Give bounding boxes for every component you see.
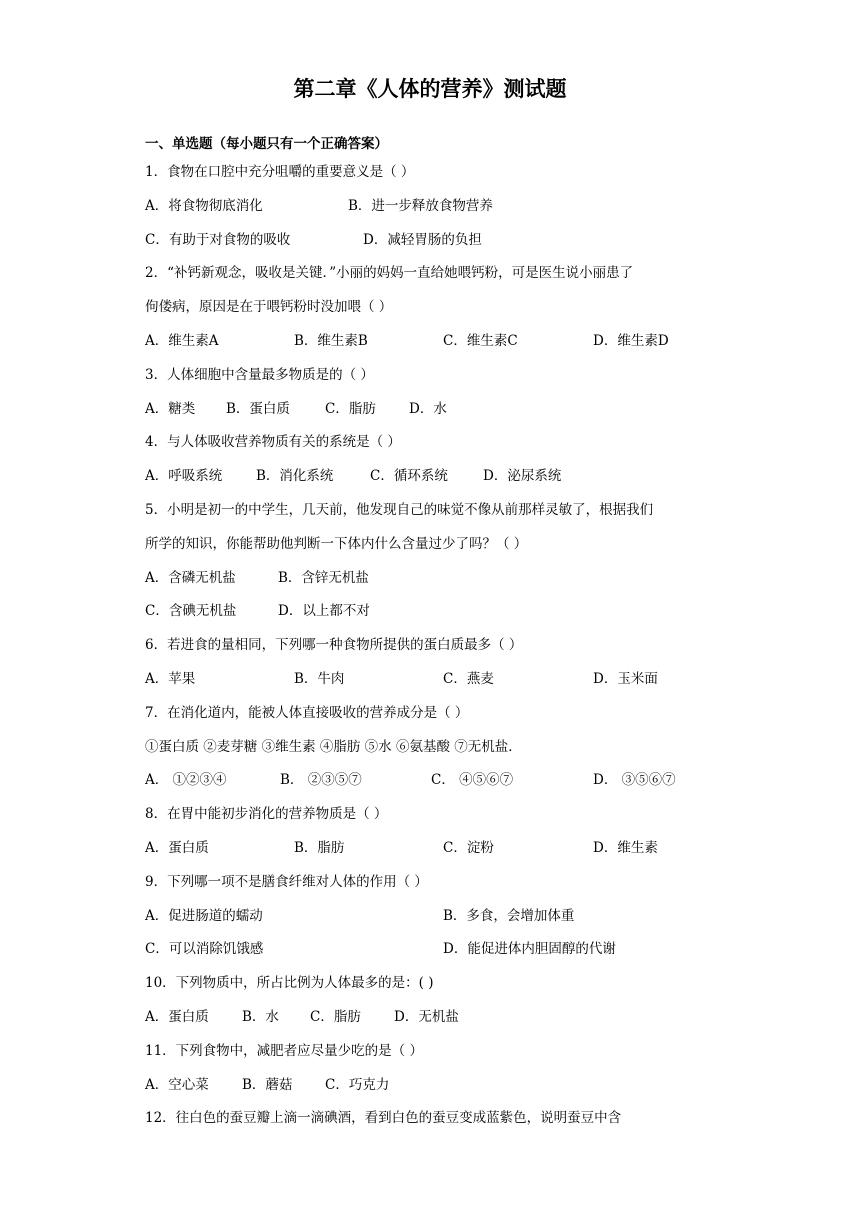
question-text: 12．往白色的蚕豆瓣上滴一滴碘酒，看到白色的蚕豆变成蓝紫色，说明蚕豆中含 <box>145 1110 622 1127</box>
question-text: 1．食物在口腔中充分咀嚼的重要意义是（ ） <box>145 164 415 180</box>
option-b: B．蘑菇 <box>242 1076 293 1093</box>
option-c: C．可以消除饥饿感 <box>145 941 264 958</box>
option-d: D．减轻胃肠的负担 <box>363 231 482 248</box>
option-c: C．有助于对食物的吸收 <box>145 231 291 248</box>
option-row <box>145 562 745 596</box>
question-4 <box>145 426 745 494</box>
option-row <box>145 900 745 934</box>
option-b: B．多食，会增加体重 <box>443 907 575 924</box>
option-a: A．苹果 <box>145 670 196 687</box>
option-d: D．玉米面 <box>593 670 658 687</box>
option-b: B．维生素B <box>294 332 368 349</box>
option-d: D．维生素D <box>593 332 669 349</box>
option-row <box>145 190 745 224</box>
option-row <box>145 325 745 359</box>
option-c: C．含碘无机盐 <box>145 603 237 620</box>
option-c: C．循环系统 <box>370 468 448 485</box>
option-c: C．巧克力 <box>325 1076 390 1093</box>
option-d: D．能促进体内胆固醇的代谢 <box>443 941 616 958</box>
question-text: 2．“补钙新观念，吸收是关键．”小丽的妈妈一直给她喂钙粉，可是医生说小丽患了 <box>145 265 634 282</box>
option-row <box>145 595 745 629</box>
question-text: 11．下列食物中，减肥者应尽量少吃的是（ ） <box>145 1042 423 1059</box>
question-list <box>145 132 745 1136</box>
question-text: 4．与人体吸收营养物质有关的系统是（ ） <box>145 434 401 451</box>
question-7 <box>145 697 745 798</box>
section-heading: 一、单选题（每小题只有一个正确答案） <box>145 136 388 152</box>
option-c: C．维生素C <box>443 332 518 349</box>
question-text: 所学的知识，你能帮助他判断一下体内什么含量过少了吗？（ ） <box>145 535 528 552</box>
question-text: 7．在消化道内，能被人体直接吸收的营养成分是（ ） <box>145 704 469 721</box>
option-a: A．糖类 <box>145 400 196 417</box>
question-12 <box>145 1102 745 1136</box>
page-title: 第二章《人体的营养》测试题 <box>293 77 567 101</box>
option-a: A．促进肠道的蠕动 <box>145 907 263 924</box>
question-3 <box>145 359 745 427</box>
option-a: A．蛋白质 <box>145 1008 209 1025</box>
option-row <box>145 933 745 967</box>
option-d: D．泌尿系统 <box>483 468 562 485</box>
option-c: C． ④⑤⑥⑦ <box>431 772 514 789</box>
question-5 <box>145 494 745 629</box>
option-row <box>145 1001 745 1035</box>
option-row <box>145 764 745 798</box>
option-row <box>145 460 745 494</box>
option-a: A．维生素A <box>145 332 219 349</box>
question-9 <box>145 866 745 967</box>
question-11 <box>145 1035 745 1103</box>
option-row <box>145 832 745 866</box>
question-text: ①蛋白质 ②麦芽糖 ③维生素 ④脂肪 ⑤水 ⑥氨基酸 ⑦无机盐． <box>145 738 522 755</box>
option-a: A． ①②③④ <box>145 772 227 789</box>
option-b: B．含锌无机盐 <box>278 569 369 586</box>
option-d: D．以上都不对 <box>278 603 370 620</box>
option-b: B． ②③⑤⑦ <box>280 772 362 789</box>
question-2 <box>145 257 745 358</box>
option-b: B．脂肪 <box>294 839 345 856</box>
option-c: C．燕麦 <box>443 670 494 687</box>
option-c: C．脂肪 <box>325 400 376 417</box>
question-8 <box>145 798 745 866</box>
option-b: B．消化系统 <box>256 468 334 485</box>
option-b: B．蛋白质 <box>226 400 290 417</box>
option-a: A．蛋白质 <box>145 839 209 856</box>
question-text: 8．在胃中能初步消化的营养物质是（ ） <box>145 806 388 823</box>
option-a: A．呼吸系统 <box>145 468 223 485</box>
option-a: A．空心菜 <box>145 1076 209 1093</box>
question-text: 6．若进食的量相同，下列哪一种食物所提供的蛋白质最多（ ） <box>145 637 523 654</box>
question-10 <box>145 967 745 1035</box>
question-1 <box>145 156 745 257</box>
option-c: C．脂肪 <box>310 1008 361 1025</box>
option-a: A．将食物彻底消化 <box>145 197 263 214</box>
question-text: 9．下列哪一项不是膳食纤维对人体的作用（ ） <box>145 873 428 890</box>
option-row <box>145 393 745 427</box>
question-text: 佝偻病，原因是在于喂钙粉时没加喂（ ） <box>145 299 393 316</box>
option-d: D．水 <box>409 400 447 417</box>
option-d: D．无机盐 <box>394 1008 459 1025</box>
option-d: D．维生素 <box>593 839 658 856</box>
option-d: D． ③⑤⑥⑦ <box>593 772 676 789</box>
option-row <box>145 224 745 258</box>
option-row <box>145 1069 745 1103</box>
question-text: 3．人体细胞中含量最多物质是的（ ） <box>145 366 374 383</box>
option-b: B．水 <box>242 1008 279 1025</box>
option-row <box>145 663 745 697</box>
option-b: B．进一步释放食物营养 <box>348 197 493 214</box>
option-a: A．含磷无机盐 <box>145 569 236 586</box>
question-6 <box>145 629 745 697</box>
option-b: B．牛肉 <box>294 670 345 687</box>
option-c: C．淀粉 <box>443 839 494 856</box>
question-text: 5．小明是初一的中学生，几天前，他发现自己的味觉不像从前那样灵敏了，根据我们 <box>145 501 654 518</box>
question-text: 10．下列物质中，所占比例为人体最多的是：( ) <box>145 975 434 992</box>
